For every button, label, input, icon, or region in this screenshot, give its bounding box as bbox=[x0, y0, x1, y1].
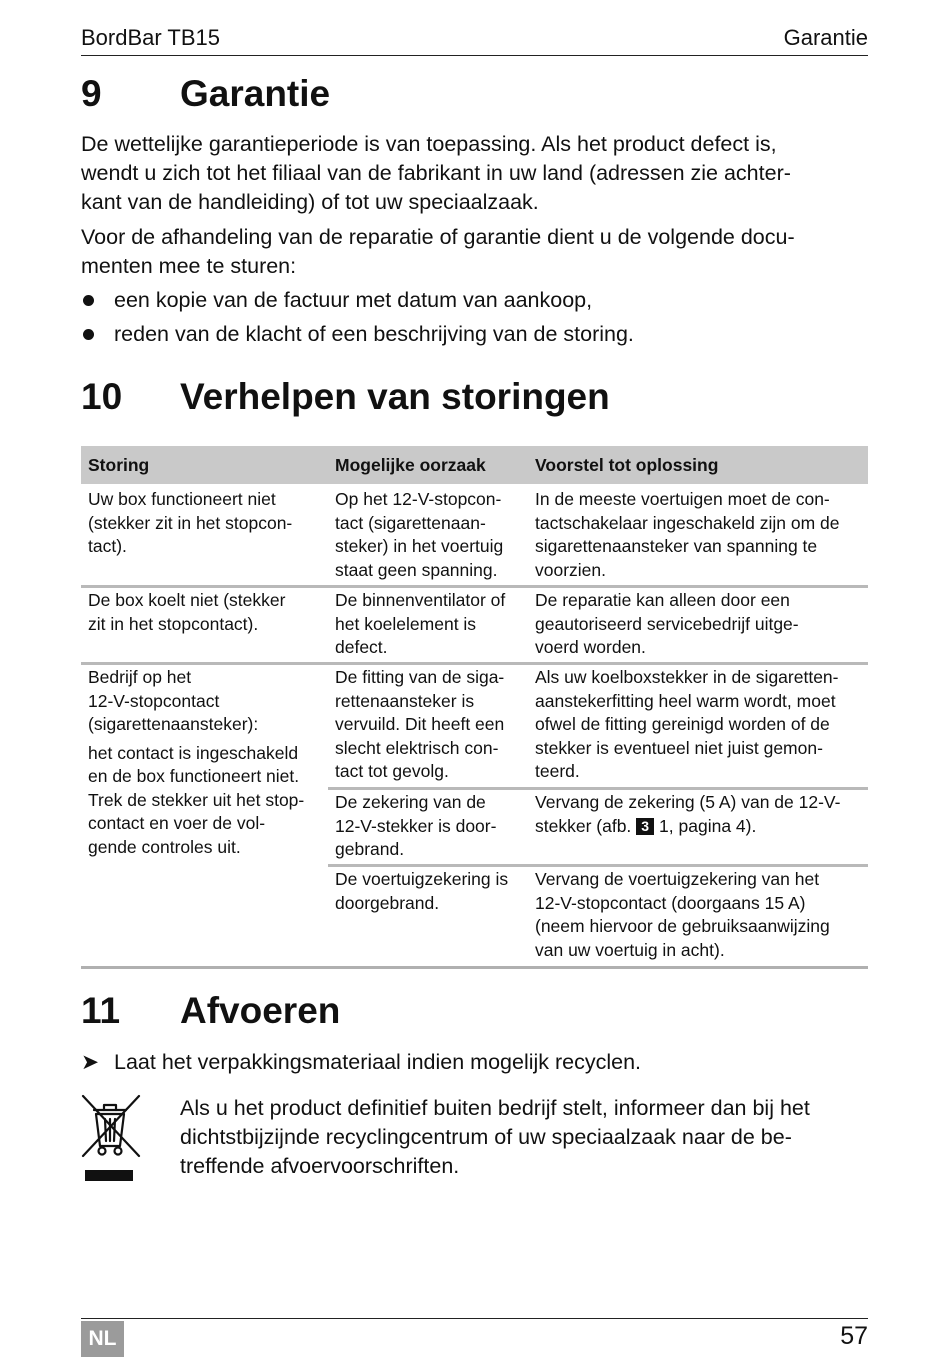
text-line: van uw voertuig in acht). bbox=[535, 939, 725, 960]
text-line: 12-V-stopcontact (doorgaans 15 A) bbox=[535, 892, 806, 913]
text-line: wendt u zich tot het filiaal van de fabrikant in uw land (adressen zie achter- bbox=[81, 161, 791, 185]
text-line: vervuild. Dit heeft een bbox=[335, 714, 505, 734]
row-divider bbox=[81, 585, 868, 588]
header-chapter-name: Garantie bbox=[783, 25, 868, 50]
column-header-storing: Storing bbox=[88, 455, 150, 475]
text-line: tactschakelaar ingeschakeld zijn om de bbox=[535, 512, 840, 533]
text-line: Uw box functioneert niet bbox=[88, 489, 276, 509]
afvoeren-paragraph bbox=[180, 1094, 870, 1181]
text-line: De binnenventilator of bbox=[335, 590, 506, 610]
text-line: Voor de afhandeling van de reparatie of garantie dient u de volgende docu- bbox=[81, 225, 795, 249]
instruction-text: Laat het verpakkingsmateriaal indien mogelijk recyclen. bbox=[114, 1050, 642, 1074]
text-line: doorgebrand. bbox=[335, 892, 440, 913]
text-line: slecht elektrisch con- bbox=[335, 737, 499, 758]
section-title: Garantie bbox=[180, 73, 331, 114]
text-line: De reparatie kan alleen door een bbox=[535, 590, 790, 610]
table-cell-oplossing bbox=[535, 868, 865, 962]
text-fragment: stekker (afb. bbox=[535, 815, 632, 836]
section-number: 11 bbox=[81, 990, 121, 1031]
text-line: voorzien. bbox=[535, 559, 607, 580]
text-line: In de meeste voertuigen moet de con- bbox=[535, 489, 830, 509]
table-cell-storing bbox=[88, 666, 326, 859]
table-cell-oplossing bbox=[535, 791, 865, 838]
row-divider bbox=[328, 864, 868, 867]
header-product-name: BordBar TB15 bbox=[81, 25, 221, 50]
table-cell-oorzaak bbox=[335, 868, 527, 915]
text-line: stekker is eventueel niet juist gemon- bbox=[535, 737, 823, 758]
text-line: voerd worden. bbox=[535, 637, 646, 657]
page-number: 57 bbox=[840, 1322, 868, 1350]
text-line: aanstekerfitting heel warm wordt, moet bbox=[535, 690, 836, 711]
text-line: teerd. bbox=[535, 761, 580, 781]
garantie-paragraph-2 bbox=[81, 223, 871, 281]
text-line: sigarettenaansteker van spanning te bbox=[535, 536, 818, 556]
section-number: 10 bbox=[81, 376, 123, 417]
troubleshooting-table bbox=[81, 446, 868, 970]
text-line: tact tot gevolg. bbox=[335, 761, 449, 781]
text-line: (sigarettenaansteker): bbox=[88, 714, 259, 734]
text-line: kant van de handleiding) of tot uw speciaalzaak. bbox=[81, 190, 539, 214]
garantie-paragraph-1 bbox=[81, 130, 871, 217]
text-line: (stekker zit in het stopcon- bbox=[88, 512, 293, 533]
text-line: menten mee te sturen: bbox=[81, 254, 297, 278]
bullet-dot-icon bbox=[83, 329, 94, 340]
table-cell-oorzaak bbox=[335, 791, 527, 862]
table-cell-oorzaak bbox=[335, 666, 527, 784]
text-line: zit in het stopcontact). bbox=[88, 613, 259, 634]
section-number: 9 bbox=[81, 73, 102, 114]
text-line: De box koelt niet (stekker bbox=[88, 590, 286, 610]
text-line: Als uw koelboxstekker in de sigaretten- bbox=[535, 667, 839, 687]
text-line: De wettelijke garantieperiode is van toepassing. Als het product defect is, bbox=[81, 132, 777, 156]
table-cell-storing bbox=[88, 589, 326, 636]
text-line: tact (sigarettenaan- bbox=[335, 512, 486, 533]
text-line: ofwel de fitting gereinigd worden of de bbox=[535, 714, 830, 734]
text-line: Vervang de voertuigzekering van het bbox=[535, 869, 820, 889]
section-title: Afvoeren bbox=[180, 990, 341, 1031]
text-line: Vervang de zekering (5 A) van de 12-V- bbox=[535, 792, 841, 812]
table-cell-oplossing bbox=[535, 589, 865, 660]
running-header bbox=[81, 25, 868, 56]
column-header-oplossing: Voorstel tot oplossing bbox=[535, 455, 719, 475]
figure-reference-badge: 3 bbox=[636, 818, 654, 835]
text-line: tact). bbox=[88, 536, 127, 556]
table-header-row bbox=[81, 446, 868, 484]
text-line: Trek de stekker uit het stop- bbox=[88, 789, 305, 810]
text-line: De voertuigzekering is bbox=[335, 869, 509, 889]
column-header-oorzaak: Mogelijke oorzaak bbox=[335, 455, 486, 475]
text-line: geautoriseerd servicebedrijf uitge- bbox=[535, 613, 799, 634]
table-cell-oplossing bbox=[535, 666, 865, 784]
footer-rule bbox=[81, 1318, 868, 1319]
text-line: 12-V-stekker is door- bbox=[335, 815, 497, 836]
text-line: Als u het product definitief buiten bedrijf stelt, informeer dan bij het bbox=[180, 1096, 810, 1120]
weee-crossed-bin-icon bbox=[81, 1094, 141, 1186]
text-line: het koelelement is bbox=[335, 613, 477, 634]
text-line: treffende afvoervoorschriften. bbox=[180, 1154, 460, 1178]
table-cell-oplossing bbox=[535, 488, 865, 582]
text-line: contact en voer de vol- bbox=[88, 813, 266, 833]
arrow-right-icon: ➤ bbox=[81, 1050, 100, 1074]
table-cell-storing bbox=[88, 488, 326, 559]
text-line: Op het 12-V-stopcon- bbox=[335, 489, 502, 509]
row-divider bbox=[81, 662, 868, 665]
text-line: gende controles uit. bbox=[88, 836, 241, 857]
text-line: en de box functioneert niet. bbox=[88, 766, 300, 786]
bullet-text: een kopie van de factuur met datum van aankoop, bbox=[114, 288, 593, 312]
text-line: De zekering van de bbox=[335, 792, 486, 812]
text-line: 12-V-stopcontact bbox=[88, 690, 220, 711]
text-line: gebrand. bbox=[335, 839, 405, 859]
text-line: steker) in het voertuig bbox=[335, 536, 504, 556]
text-line: defect. bbox=[335, 637, 388, 657]
section-title: Verhelpen van storingen bbox=[180, 376, 610, 417]
text-line bbox=[535, 815, 865, 839]
text-line: Bedrijf op het bbox=[88, 667, 192, 687]
text-fragment: 1, pagina 4). bbox=[659, 815, 757, 836]
table-cell-oorzaak bbox=[335, 589, 527, 660]
text-line: (neem hiervoor de gebruiksaanwijzing bbox=[535, 916, 830, 936]
bullet-text: reden van de klacht of een beschrijving van de storing. bbox=[114, 322, 634, 346]
bullet-dot-icon bbox=[83, 295, 94, 306]
row-divider bbox=[328, 787, 868, 790]
text-line: staat geen spanning. bbox=[335, 559, 498, 580]
table-bottom-rule bbox=[81, 966, 868, 969]
language-badge: NL bbox=[81, 1321, 124, 1357]
text-line: dichtstbijzijnde recyclingcentrum of uw speciaalzaak naar de be- bbox=[180, 1125, 792, 1149]
text-line: De fitting van de siga- bbox=[335, 667, 505, 687]
text-line: rettenaansteker is bbox=[335, 690, 475, 711]
table-cell-oorzaak bbox=[335, 488, 527, 582]
text-line: het contact is ingeschakeld bbox=[88, 742, 299, 763]
